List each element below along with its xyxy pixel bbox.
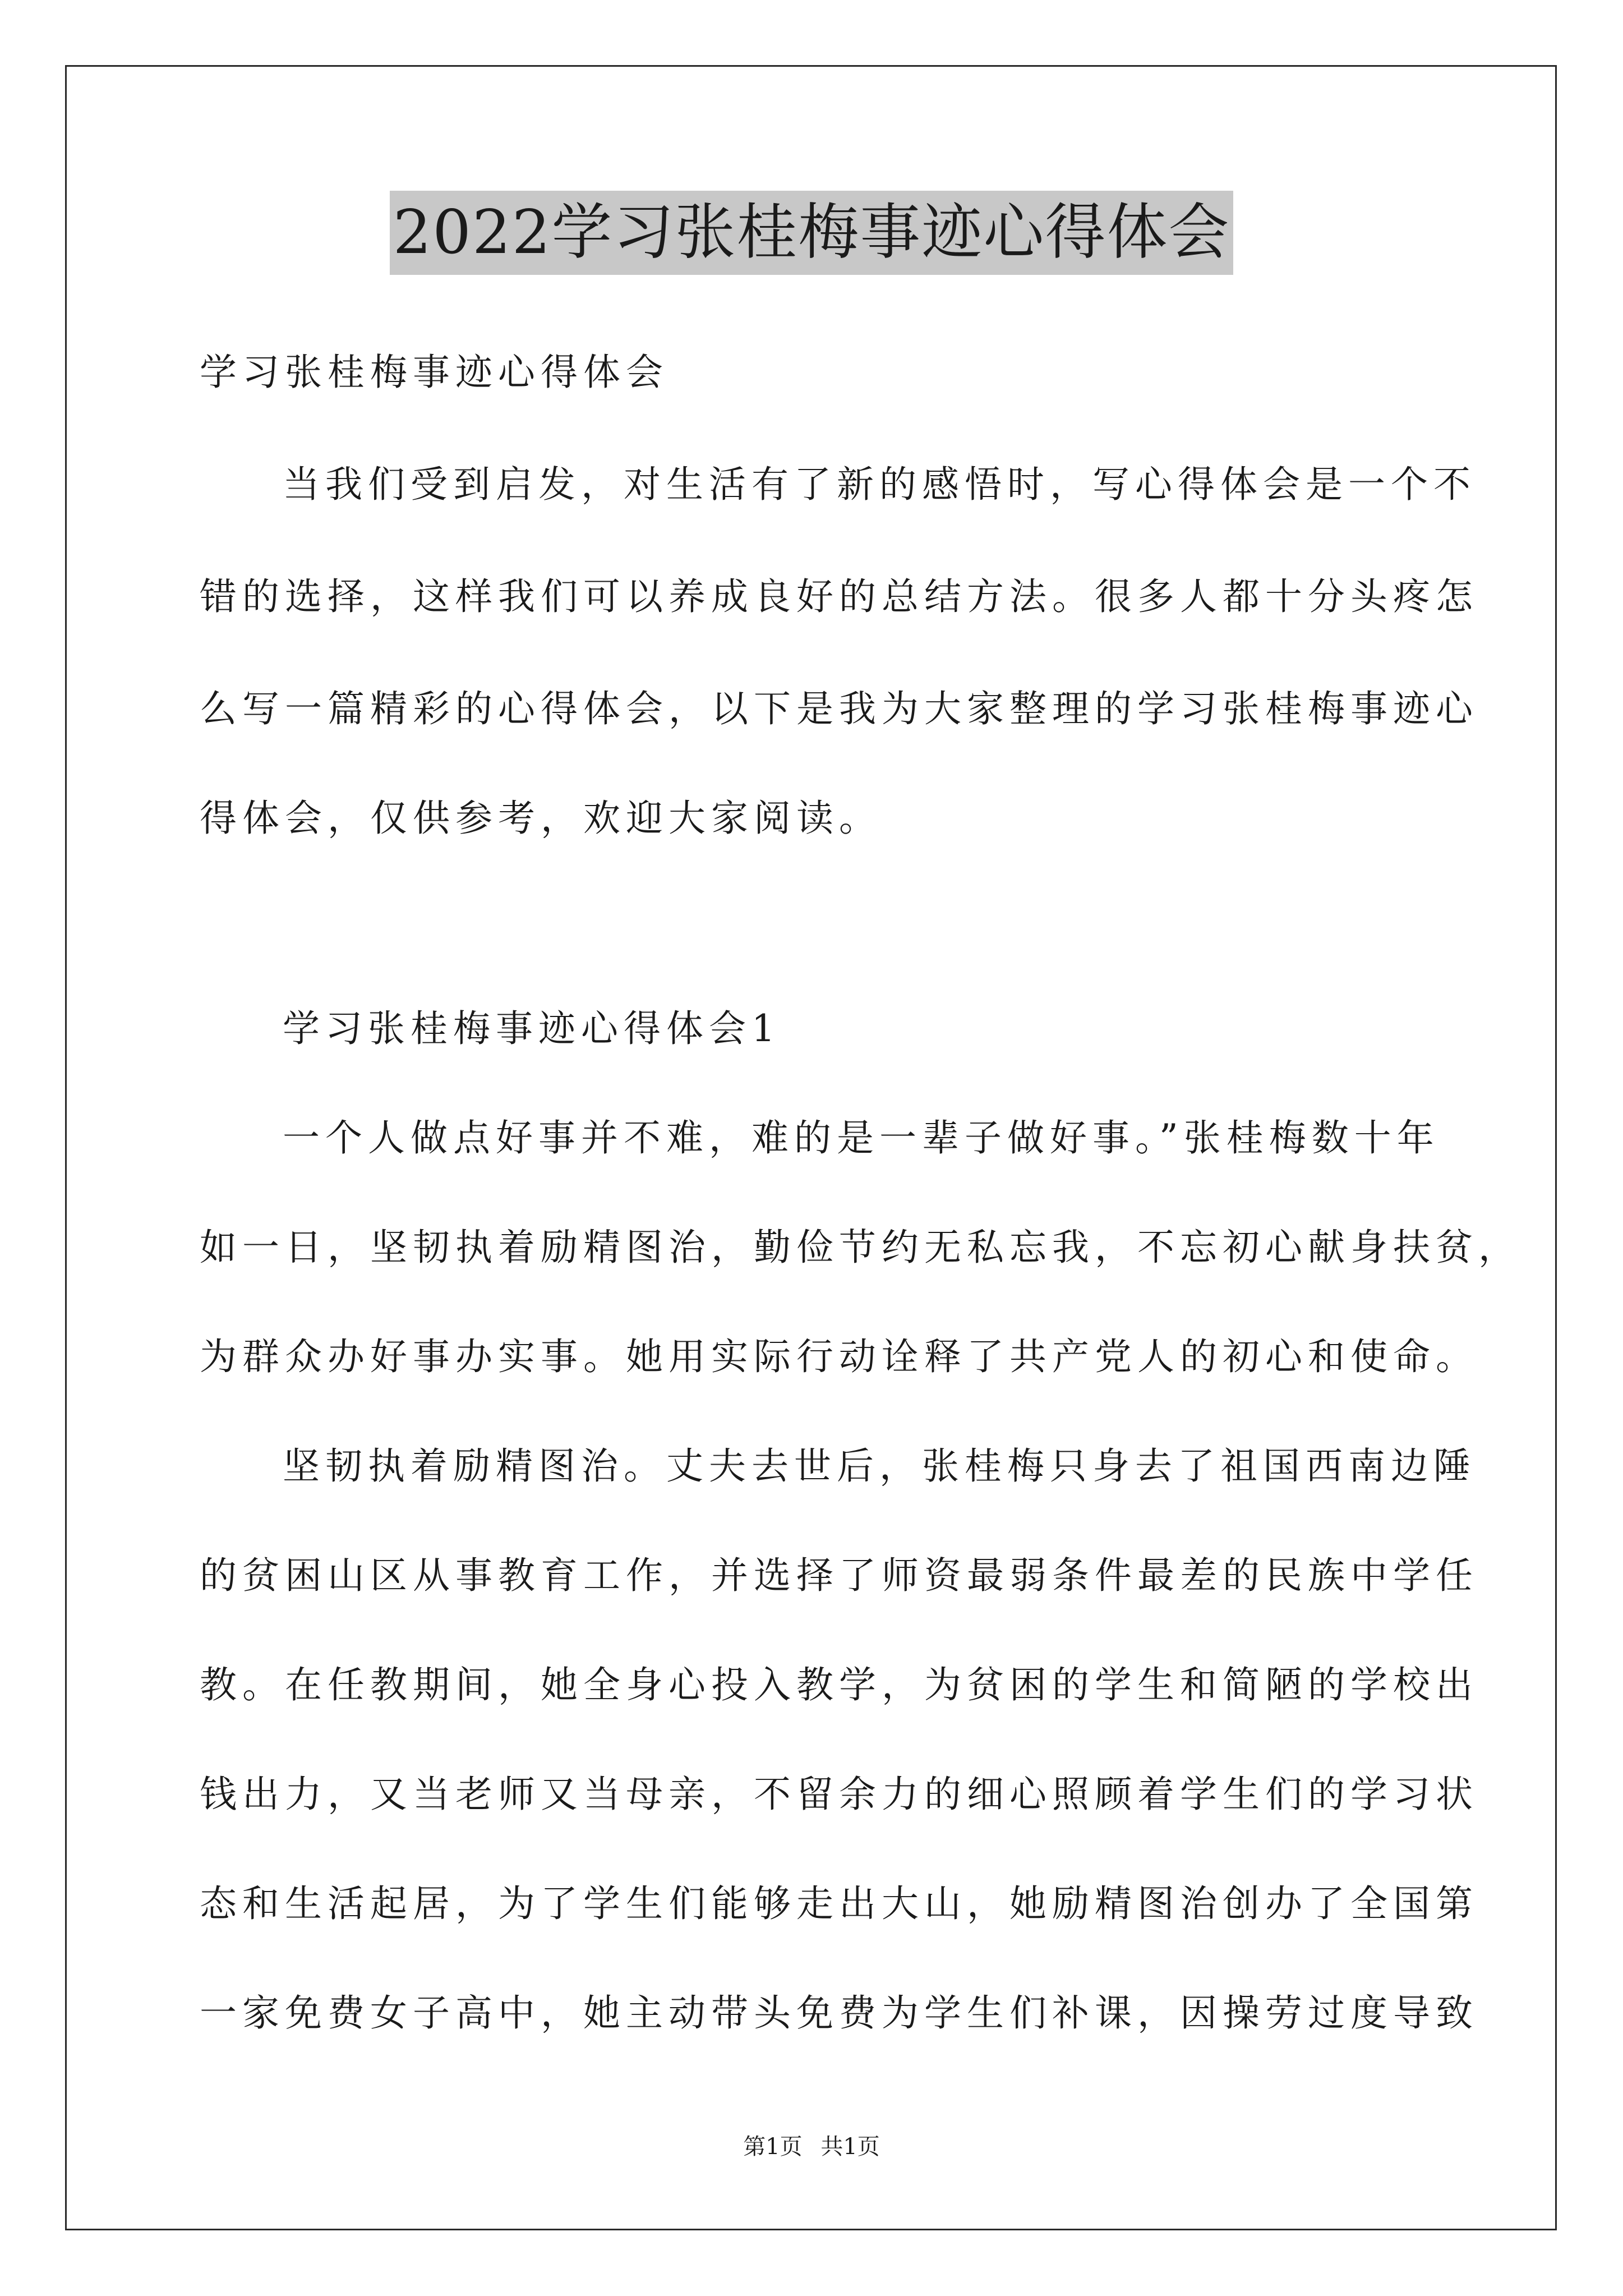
page-footer: 第1页 共1页 xyxy=(743,2134,880,2160)
paragraph-line: 一家免费女子高中，她主动带头免费为学生们补课，因操劳过度导致 xyxy=(200,1991,1478,2035)
title-container xyxy=(0,191,1623,275)
subtitle-line: 学习张桂梅事迹心得体会 xyxy=(200,351,668,394)
paragraph-line: 得体会，仅供参考，欢迎大家阅读。 xyxy=(200,797,882,840)
paragraph-line: 如一日，坚韧执着励精图治，勤俭节约无私忘我，不忘初心献身扶贫， xyxy=(200,1226,1521,1269)
section-heading: 学习张桂梅事迹心得体会1 xyxy=(283,1007,781,1050)
paragraph-line: 教。在任教期间，她全身心投入教学，为贫困的学生和简陋的学校出 xyxy=(200,1663,1478,1706)
paragraph-line: 态和生活起居，为了学生们能够走出大山，她励精图治创办了全国第 xyxy=(200,1882,1478,1925)
paragraph-line: 钱出力，又当老师又当母亲，不留余力的细心照顾着学生们的学习状 xyxy=(200,1773,1478,1816)
paragraph-line: 当我们受到启发，对生活有了新的感悟时，写心得体会是一个不 xyxy=(283,463,1476,506)
paragraph-line: 为群众办好事办实事。她用实际行动诠释了共产党人的初心和使命。 xyxy=(200,1335,1478,1378)
paragraph-line: 的贫困山区从事教育工作，并选择了师资最弱条件最差的民族中学任 xyxy=(200,1554,1478,1597)
document-title: 2022学习张桂梅事迹心得体会 xyxy=(390,191,1234,275)
paragraph-line: 一个人做点好事并不难，难的是一辈子做好事。”张桂梅数十年 xyxy=(283,1116,1440,1159)
paragraph-line: 错的选择，这样我们可以养成良好的总结方法。很多人都十分头疼怎 xyxy=(200,575,1478,618)
paragraph-line: 么写一篇精彩的心得体会，以下是我为大家整理的学习张桂梅事迹心 xyxy=(200,687,1478,730)
paragraph-line: 坚韧执着励精图治。丈夫去世后，张桂梅只身去了祖国西南边陲 xyxy=(283,1444,1476,1488)
